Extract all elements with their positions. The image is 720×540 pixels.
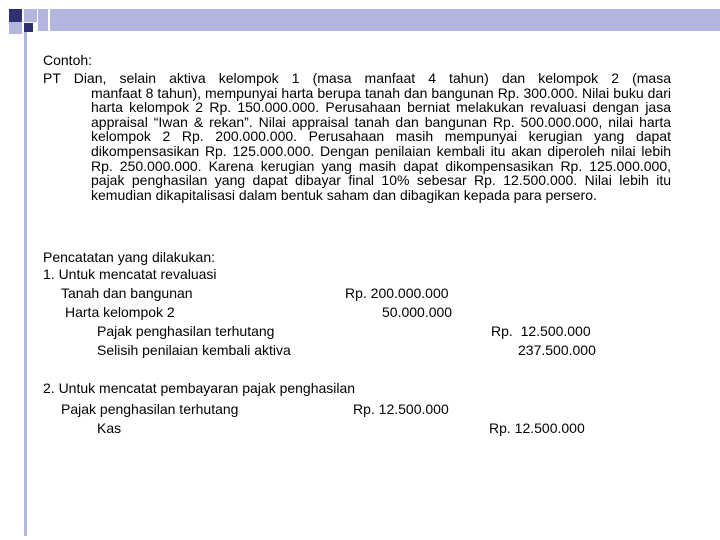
entry1-account: Selisih penilaian kembali aktiva bbox=[97, 342, 291, 358]
entry2-account: Kas bbox=[97, 420, 122, 436]
entry1-account: Pajak penghasilan terhutang bbox=[97, 323, 275, 339]
corner-square-dark bbox=[9, 9, 22, 22]
entry1-account: Tanah dan bangunan bbox=[61, 285, 193, 301]
corner-square-light bbox=[24, 9, 37, 22]
corner-square-light bbox=[9, 22, 22, 34]
example-heading: Contoh: bbox=[43, 52, 93, 68]
header-band bbox=[50, 9, 720, 31]
side-rule bbox=[24, 32, 27, 536]
entry2-credit: Rp. 12.500.000 bbox=[489, 420, 585, 436]
entry1-credit: Rp. 12.500.000 bbox=[491, 323, 591, 339]
example-paragraph bbox=[43, 71, 671, 202]
entry2-debit: Rp. 12.500.000 bbox=[353, 401, 449, 417]
entry2-account: Pajak penghasilan terhutang bbox=[61, 401, 239, 417]
paragraph-continuation: manfaat 8 tahun), mempunyai harta berupa tanah dan bangunan Rp. 300.000. Nilai buku dari harta kelompok 2 Rp. 150.000.000. Perusahaan berniat melakukan revaluasi dengan jasa appraisal “Iwan & rekan”. Nilai appraisal tanah dan bangunan Rp. 500.000.000, nilai harta kelompok 2 Rp. 200.000.000. Perusahaan masih mempunyai kerugian yang dapat dikompensasikan Rp. 125.000.000. Dengan penilaian kembali itu akan diperoleh nilai lebih Rp. 250.000.000. Karena kerugian yang masih dapat dikompensasikan Rp. 125.000.000, pajak penghasilan yang dapat dibayar final 10% sebesar Rp. 12.500.000. Nilai lebih itu kemudian dikapitalisasi dalam bentuk saham dan dibagikan kepada para persero. bbox=[91, 84, 671, 203]
entry1-debit: 50.000.000 bbox=[382, 304, 453, 320]
corner-square-dark bbox=[24, 23, 33, 32]
paragraph-first-line: PT Dian, selain aktiva kelompok 1 (masa manfaat 4 tahun) dan kelompok 2 (masa bbox=[43, 70, 671, 86]
entry1-heading: 1. Untuk mencatat revaluasi bbox=[43, 266, 217, 282]
entry2-heading: 2. Untuk mencatat pembayaran pajak penghasilan bbox=[43, 380, 356, 396]
corner-square-light bbox=[38, 9, 48, 31]
entry1-debit: Rp. 200.000.000 bbox=[345, 285, 449, 301]
entry1-account: Harta kelompok 2 bbox=[65, 304, 175, 320]
journal-title: Pencatatan yang dilakukan: bbox=[43, 249, 216, 265]
entry1-credit: 237.500.000 bbox=[518, 342, 596, 358]
